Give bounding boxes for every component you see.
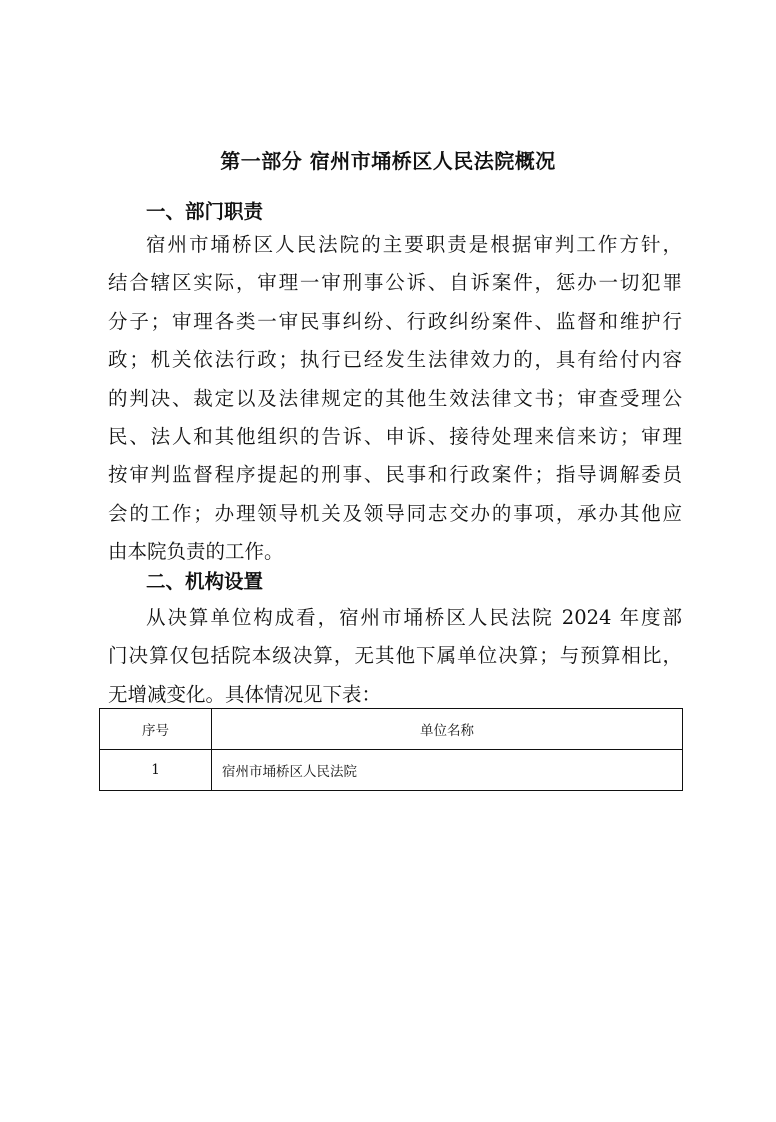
page-title: 第一部分 宿州市埇桥区人民法院概况	[220, 149, 556, 173]
table-header-row	[100, 709, 683, 750]
paragraph-line: 的判决、裁定以及法律规定的其他生效法律文书；审查受理公	[108, 386, 682, 410]
header-unit-name: 单位名称	[212, 709, 683, 750]
duties-paragraph	[108, 226, 682, 572]
cell-unit-name: 宿州市埇桥区人民法院	[212, 750, 683, 791]
paragraph-line: 按审判监督程序提起的刑事、民事和行政案件；指导调解委员	[108, 463, 682, 487]
table-row	[100, 750, 683, 791]
paragraph-line: 门决算仅包括院本级决算，无其他下属单位决算；与预算相比，	[108, 644, 682, 668]
paragraph-line: 分子；审理各类一审民事纠纷、行政纠纷案件、监督和维护行	[108, 309, 682, 333]
structure-paragraph	[108, 599, 682, 714]
paragraph-line: 结合辖区实际，审理一审刑事公诉、自诉案件，惩办一切犯罪	[108, 271, 682, 295]
paragraph-line: 无增减变化。具体情况见下表：	[108, 682, 382, 706]
cell-index: 1	[100, 750, 212, 791]
paragraph-line: 民、法人和其他组织的告诉、申诉、接待处理来信来访；审理	[108, 424, 682, 448]
section-heading-duties: 一、部门职责	[146, 200, 264, 223]
header-index: 序号	[100, 709, 212, 750]
section-heading-structure: 二、机构设置	[146, 570, 264, 593]
unit-table	[99, 708, 683, 791]
paragraph-line: 会的工作；办理领导机关及领导同志交办的事项，承办其他应	[108, 501, 682, 525]
paragraph-line: 政；机关依法行政；执行已经发生法律效力的，具有给付内容	[108, 348, 682, 372]
paragraph-line: 从决算单位构成看，宿州市埇桥区人民法院 2024 年度部	[146, 606, 682, 629]
paragraph-line: 宿州市埇桥区人民法院的主要职责是根据审判工作方针，	[146, 233, 682, 256]
paragraph-line: 由本院负责的工作。	[108, 540, 284, 564]
